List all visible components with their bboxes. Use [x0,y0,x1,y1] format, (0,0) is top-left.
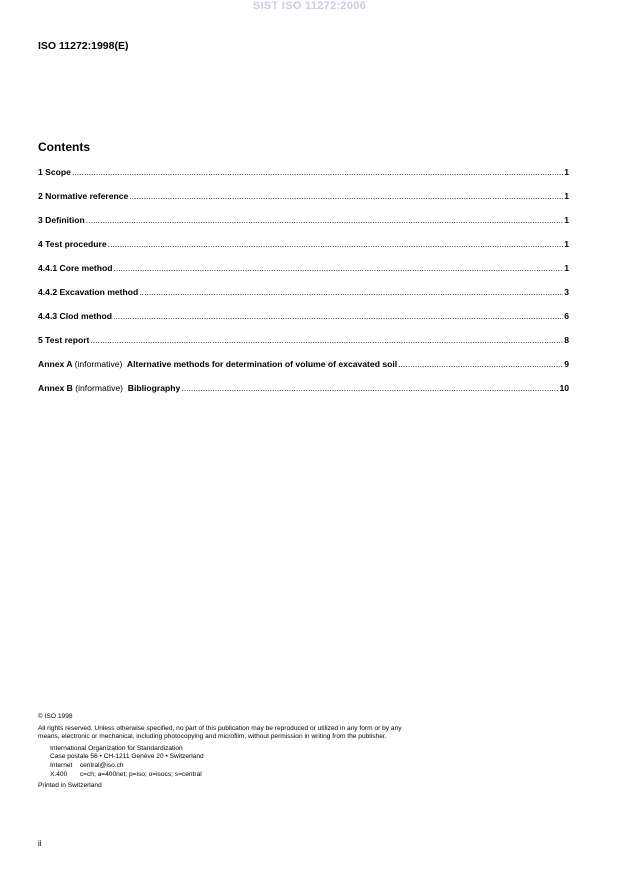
toc-entry-title: 1 Scope [38,167,71,177]
toc-leader [72,167,563,177]
page-number: ii [38,839,42,848]
toc-entry-clod-method[interactable] [38,311,569,335]
internet-value[interactable]: central@iso.ch [79,761,124,769]
toc-entry-annex-b[interactable] [38,383,569,407]
page-title: Contents [38,140,90,154]
toc-leader [181,383,558,393]
table-of-contents [38,167,569,407]
internet-contact [38,762,418,771]
copyright-line: © ISO 1998 [38,713,73,720]
toc-entry-title: 4.4.2 Excavation method [38,287,139,297]
toc-entry-title: 2 Normative reference [38,191,129,201]
toc-entry-test-report[interactable] [38,335,569,359]
copyright-block [38,713,418,791]
toc-page-number: 1 [564,191,569,201]
x400-label: X.400 [50,770,68,778]
toc-leader [86,215,563,225]
toc-leader [129,191,563,201]
toc-page-number: 1 [564,263,569,273]
toc-entry-title: 5 Test report [38,335,90,345]
toc-page-number: 3 [564,287,569,297]
toc-entry-excavation-method[interactable] [38,287,569,311]
toc-entry-title: 4.4.1 Core method [38,263,113,273]
organization-address: Case postale 56 • CH-1211 Genève 20 • Switzerland [50,753,204,761]
annex-qualifier: (informative) [74,359,123,369]
internet-label: Internet [50,761,73,769]
toc-entry-annex-a-label [38,359,397,369]
toc-entry-normative-reference[interactable] [38,191,569,215]
annex-title: Annex B [38,383,73,393]
toc-entry-title: 4 Test procedure [38,239,107,249]
toc-entry-title: 4.4.3 Clod method [38,311,113,321]
rights-statement: All rights reserved. Unless otherwise specified, no part of this publication may be reproduced or utilized in any form or by any means, electronic or mechanical, including photocopying and microfilm, without permission in writing from the publisher. [38,724,402,741]
toc-page-number: 1 [564,215,569,225]
toc-page-number: 10 [559,383,569,393]
annex-title: Annex A [38,359,73,369]
toc-leader [90,335,563,345]
toc-entry-definition[interactable] [38,215,569,239]
toc-entry-core-method[interactable] [38,263,569,287]
toc-entry-scope[interactable] [38,167,569,191]
toc-page-number: 1 [564,239,569,249]
annex-subtitle: Bibliography [127,383,181,393]
printed-in: Printed in Switzerland [38,782,102,790]
toc-leader [108,239,564,249]
toc-page-number: 8 [564,335,569,345]
toc-entry-title: 3 Definition [38,215,85,225]
toc-leader [114,263,564,273]
watermark: SIST ISO 11272:2006 [252,0,367,12]
document-id: ISO 11272:1998(E) [38,40,129,52]
toc-entry-test-procedure[interactable] [38,239,569,263]
toc-entry-annex-b-label [38,383,180,393]
toc-leader [398,359,563,369]
toc-page-number: 9 [564,359,569,369]
organization-name: International Organization for Standardization [50,744,183,752]
toc-leader [113,311,563,321]
toc-page-number: 1 [564,167,569,177]
annex-subtitle: Alternative methods for determination of volume of excavated soil [126,359,398,369]
x400-contact [38,771,418,780]
toc-entry-annex-a[interactable] [38,359,569,383]
x400-value: c=ch; a=400net; p=iso; o=isocs; s=central [79,770,202,778]
toc-page-number: 6 [564,311,569,321]
toc-leader [139,287,563,297]
annex-qualifier: (informative) [75,383,124,393]
